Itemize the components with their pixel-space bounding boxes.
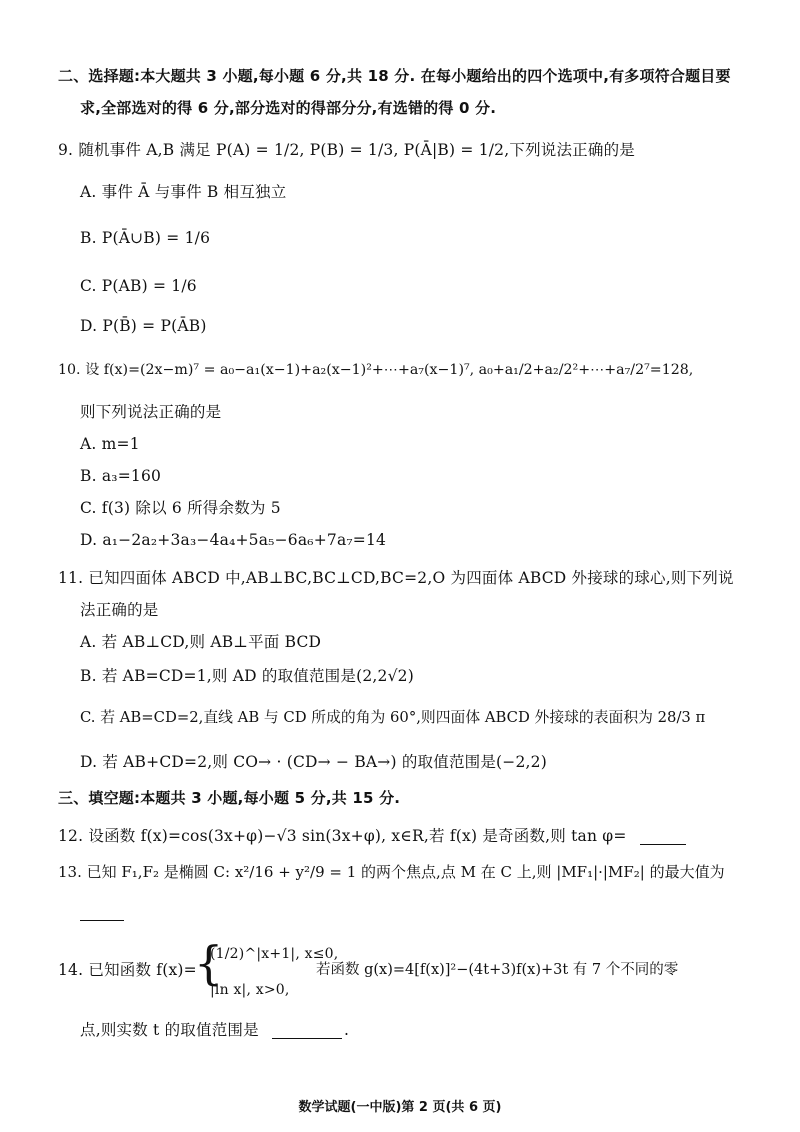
q11-stem-cont: 法正确的是 <box>80 601 159 619</box>
section2-heading-cont: 求,全部选对的得 6 分,部分选对的得部分分,有选错的得 0 分. <box>80 99 497 117</box>
q14-piecewise-brace: { <box>194 936 224 990</box>
q10-option-d: D. a₁−2a₂+3a₃−4a₄+5a₅−6a₆+7a₇=14 <box>80 531 387 549</box>
q10-stem: 10. 设 f(x)=(2x−m)⁷ = a₀−a₁(x−1)+a₂(x−1)²+⋯+a₇(x−1)⁷, a₀+a₁/2+a₂/2²+⋯+a₇/2⁷=128, <box>58 362 694 378</box>
section2-heading: 二、选择题:本大题共 3 小题,每小题 6 分,共 18 分. 在每小题给出的四个选项中,有多项符合题目要 <box>58 67 731 85</box>
q11-option-b: B. 若 AB=CD=1,则 AD 的取值范围是(2,2√2) <box>80 667 414 685</box>
q13-answer-blank <box>80 920 124 921</box>
q9-option-b: B. P(Ā∪B) = 1/6 <box>80 229 211 247</box>
q10-option-c: C. f(3) 除以 6 所得余数为 5 <box>80 499 281 517</box>
q14-case1: (1/2)^|x+1|, x≤0, <box>210 946 339 962</box>
q12-text: 12. 设函数 f(x)=cos(3x+φ)−√3 sin(3x+φ), x∈R,若 f(x) 是奇函数,则 tan φ= <box>58 827 627 845</box>
q14-text-cont: 点,则实数 t 的取值范围是 <box>80 1021 259 1039</box>
q14-case2: |ln x|, x>0, <box>210 982 290 998</box>
q10-option-b: B. a₃=160 <box>80 467 162 485</box>
q11-option-c: C. 若 AB=CD=2,直线 AB 与 CD 所成的角为 60°,则四面体 ABCD 外接球的表面积为 28/3 π <box>80 709 706 726</box>
q11-option-d: D. 若 AB+CD=2,则 CO→ · (CD→ − BA→) 的取值范围是(−2,2) <box>80 753 547 771</box>
q11-option-a: A. 若 AB⊥CD,则 AB⊥平面 BCD <box>80 633 322 651</box>
q12-answer-blank <box>640 844 686 845</box>
q9-stem: 9. 随机事件 A,B 满足 P(A) = 1/2, P(B) = 1/3, P(Ā|B) = 1/2,下列说法正确的是 <box>58 141 635 159</box>
q10-stem-cont: 则下列说法正确的是 <box>80 403 222 421</box>
q10-option-a: A. m=1 <box>80 435 140 453</box>
q9-option-a: A. 事件 Ā 与事件 B 相互独立 <box>80 183 287 201</box>
section3-heading: 三、填空题:本题共 3 小题,每小题 5 分,共 15 分. <box>58 789 401 807</box>
q14-answer-blank <box>272 1038 342 1039</box>
q14-prefix: 14. 已知函数 f(x)= <box>58 961 197 979</box>
q9-option-d: D. P(B̄) = P(ĀB) <box>80 317 207 335</box>
q9-option-c: C. P(AB) = 1/6 <box>80 277 197 295</box>
q13-text: 13. 已知 F₁,F₂ 是椭圆 C: x²/16 + y²/9 = 1 的两个焦点,点 M 在 C 上,则 |MF₁|·|MF₂| 的最大值为 <box>58 863 725 881</box>
page-footer: 数学试题(一中版)第 2 页(共 6 页) <box>298 1100 502 1115</box>
q11-stem: 11. 已知四面体 ABCD 中,AB⊥BC,BC⊥CD,BC=2,O 为四面体 ABCD 外接球的球心,则下列说 <box>58 569 734 587</box>
q14-condition: 若函数 g(x)=4[f(x)]²−(4t+3)f(x)+3t 有 7 个不同的零 <box>316 962 679 978</box>
q14-period: . <box>344 1021 350 1039</box>
